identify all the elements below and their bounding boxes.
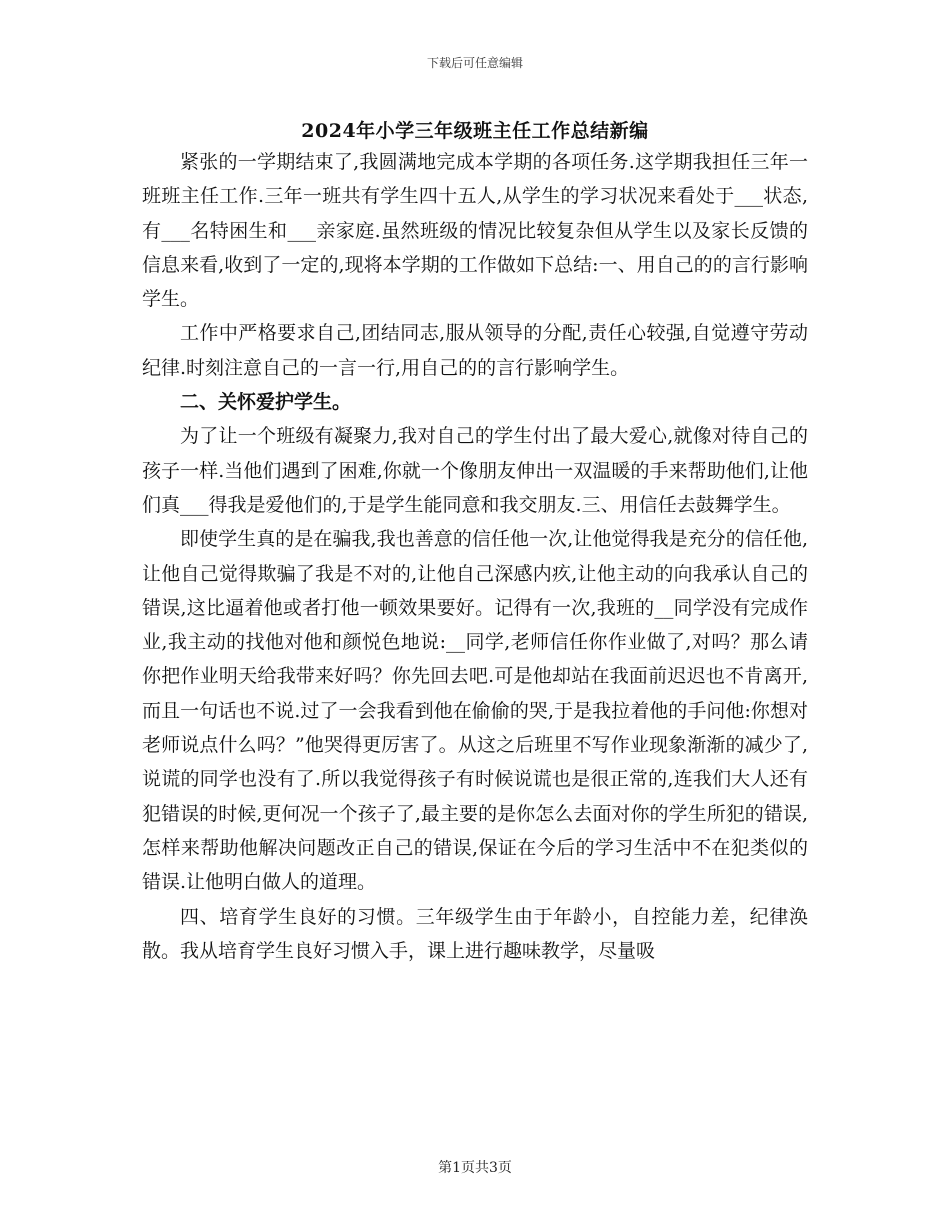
paragraph-care: 为了让一个班级有凝聚力,我对自己的学生付出了最大爱心,就像对待自己的孩子一样.当他们遇到了困难,你就一个像朋友伸出一双温暖的手来帮助他们,让他们真___得我是爱他们的,于是学生能同意和我交朋友.三、用信任去鼓舞学生。	[142, 425, 808, 516]
document-title: 2024年小学三年级班主任工作总结新编	[301, 120, 649, 142]
paragraph-habits: 四、培育学生良好的习惯。三年级学生由于年龄小，自控能力差，纪律涣散。我从培育学生良好习惯入手，课上进行趣味教学，尽量吸	[142, 905, 808, 962]
paragraph-intro: 紧张的一学期结束了,我圆满地完成本学期的各项任务.这学期我担任三年一班班主任工作.三年一班共有学生四十五人,从学生的学习状况来看处于___状态,有___名特困生和___亲家庭.虽然班级的情况比较复杂但从学生以及家长反馈的信息来看,收到了一定的,现将本学期的工作做如下总结:一、用自己的的言行影响学生。	[142, 151, 808, 311]
document-body	[142, 145, 808, 968]
paragraph-self-discipline: 工作中严格要求自己,团结同志,服从领导的分配,责任心较强,自觉遵守劳动纪律.时刻注意自己的一言一行,用自己的的言行影响学生。	[142, 322, 808, 379]
page-number: 第1页共3页	[438, 1160, 512, 1176]
page-header-note: 下载后可任意编辑	[426, 56, 523, 70]
section-heading-care: 二、关怀爱护学生。	[180, 391, 352, 414]
paragraph-trust: 即使学生真的是在骗我,我也善意的信任他一次,让他觉得我是充分的信任他,让他自己觉得欺骗了我是不对的,让他自己深感内疚,让他主动的向我承认自己的错误,这比逼着他或者打他一顿效果要好。记得有一次,我班的__同学没有完成作业,我主动的找他对他和颜悦色地说:__同学,老师信任你作业做了,对吗？那么请你把作业明天给我带来好吗？你先回去吧.可是他却站在我面前迟迟也不肯离开,而且一句话也不说.过了一会我看到他在偷偷的哭,于是我拉着他的手问他:你想对老师说点什么吗？”他哭得更厉害了。从这之后班里不写作业现象渐渐的减少了,说谎的同学也没有了.所以我觉得孩子有时候说谎也是很正常的,连我们大人还有犯错误的时候,更何况一个孩子了,最主要的是你怎么去面对你的学生所犯的错误,怎样来帮助他解决问题改正自己的错误,保证在今后的学习生活中不在犯类似的错误.让他明白做人的道理。	[142, 528, 808, 894]
